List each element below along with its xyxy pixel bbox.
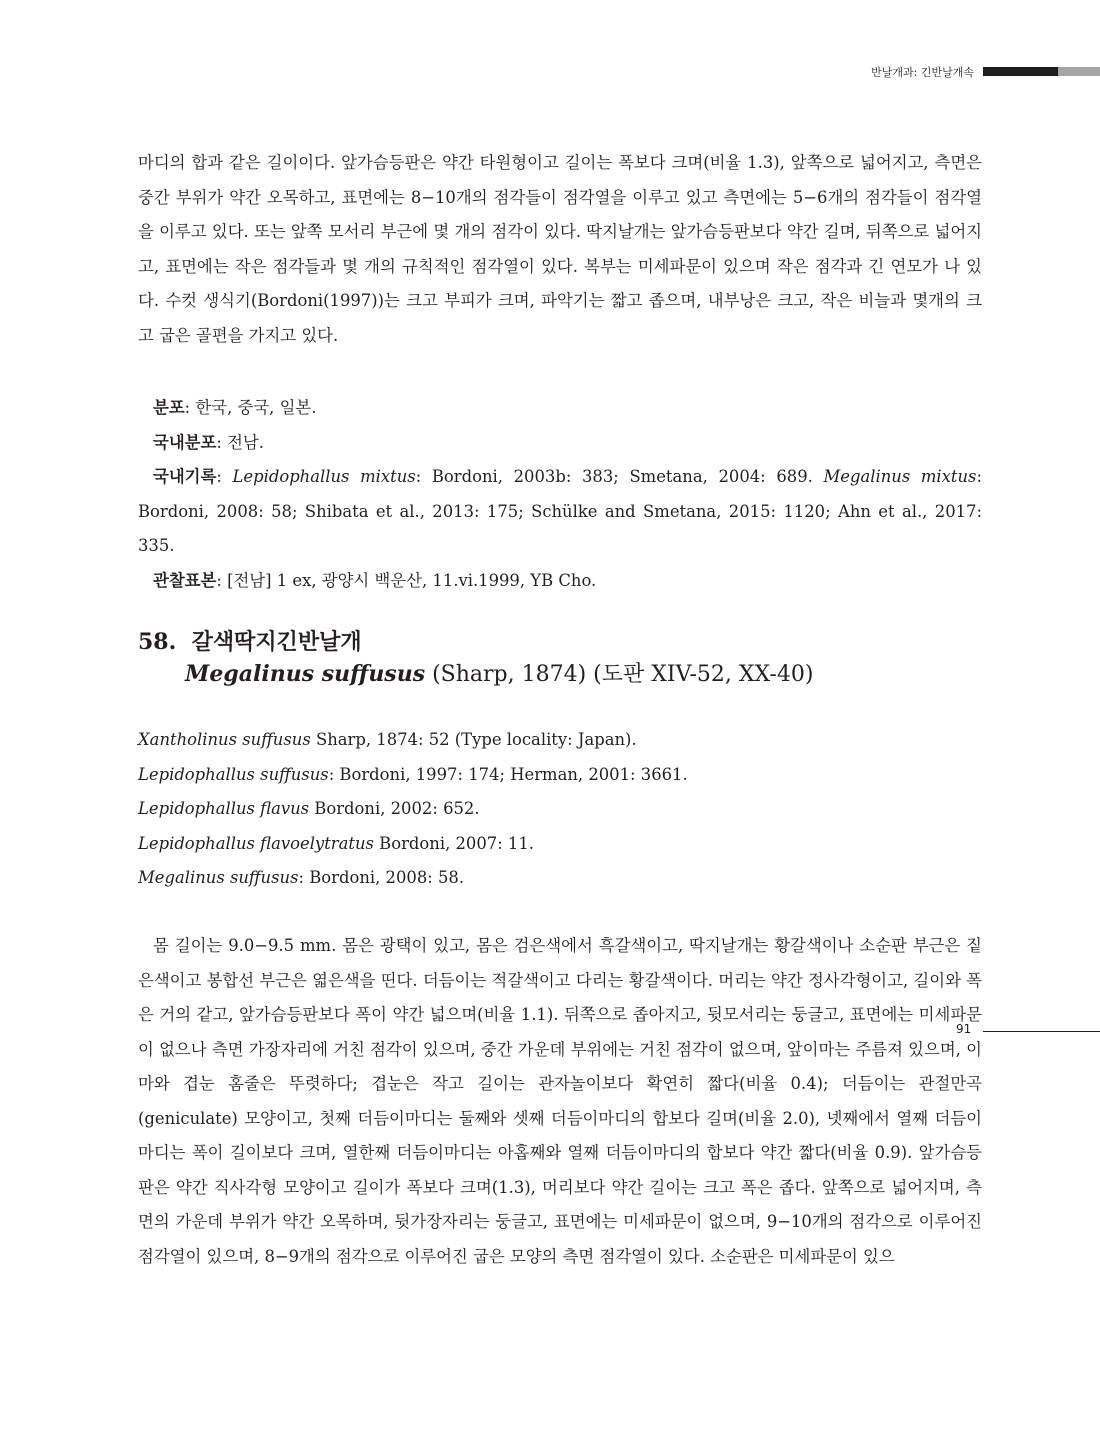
specimens-value: : [전남] 1 ex, 광양시 백운산, 11.vi.1999, YB Cho.	[216, 570, 597, 590]
distribution-line	[138, 391, 982, 426]
species-author-plate: (Sharp, 1874) (도판 XIV-52, XX-40)	[425, 662, 814, 687]
domestic-records-citation-1: : Bordoni, 2003b: 383; Smetana, 2004: 689.	[415, 467, 824, 486]
page-footer	[0, 1022, 1100, 1042]
distribution-records-block	[138, 391, 982, 598]
domestic-distribution-label: 국내분포	[153, 432, 217, 452]
synonym-name: Lepidophallus flavus	[138, 799, 310, 818]
synonym-item	[138, 827, 982, 862]
synonym-name: Lepidophallus suffusus	[138, 764, 329, 784]
synonym-item	[138, 758, 982, 793]
page-number: 91	[956, 1022, 972, 1036]
species-scientific-name: Megalinus suffusus	[185, 661, 426, 687]
domestic-records-taxon-1: Lepidophallus mixtus	[232, 467, 416, 486]
domestic-records-taxon-2: Megalinus mixtus	[823, 467, 977, 486]
distribution-value: : 한국, 중국, 일본.	[184, 398, 317, 417]
domestic-records-separator: :	[216, 467, 233, 486]
species-heading-scientific	[138, 658, 982, 690]
species-heading	[138, 626, 982, 690]
synonym-citation: Bordoni, 2002: 652.	[309, 799, 480, 818]
header-bar-light	[1058, 67, 1100, 76]
synonym-name: Megalinus suffusus	[138, 868, 299, 887]
domestic-distribution-value: : 전남.	[216, 432, 264, 452]
synonym-name: Lepidophallus flavoelytratus	[138, 833, 374, 853]
description-block	[138, 929, 982, 1274]
description-paragraph: 몸 길이는 9.0−9.5 mm. 몸은 광택이 있고, 몸은 검은색에서 흑갈색이고, 딱지날개는 황갈색이나 소순판 부근은 짙은색이고 봉합선 부근은 엷은색을 띤다. 더듬이는 적갈색이고 다리는 황갈색이다. 머리는 약간 정사각형이고, 길이와 폭은 거의 같고, 앞가슴등판보다 폭이 약간 넓으며(비율 1.1). 뒤쪽으로 좁아지고, 뒷모서리는 둥글고, 표면에는 미세파문이 없으나 측면 가장자리에 거친 점각이 있으며, 중간 가운데 부위에는 거친 점각이 없으며, 앞이마는 주름져 있으며, 이마와 겹눈 홈줄은 뚜렷하다; 겹눈은 작고 길이는 관자놀이보다 확연히 짧다(비율 0.4); 더듬이는 관절만곡(geniculate) 모양이고, 첫째 더듬이마디는 둘째와 셋째 더듬이마디의 합보다 길며(비율 2.0), 넷째에서 열째 더듬이마디는 폭이 길이보다 크며, 열한째 더듬이마디는 아홉째와 열째 더듬이마디의 합보다 약간 짧다(비율 0.9). 앞가슴등판은 약간 직사각형 모양이고 길이가 폭보다 크며(1.3), 머리보다 약간 길이는 크고 폭은 좁다. 앞쪽으로 넓어지며, 측면의 가운데 부위가 약간 오목하며, 뒷가장자리는 둥글고, 표면에는 미세파문이 없으며, 9−10개의 점각으로 이루어진 점각열이 있으며, 8−9개의 점각으로 이루어진 굽은 모양의 측면 점각열이 있다. 소순판은 미세파문이 있으	[138, 936, 982, 1266]
description-continued-paragraph: 마디의 합과 같은 길이이다. 앞가슴등판은 약간 타원형이고 길이는 폭보다 크며(비율 1.3), 앞쪽으로 넓어지고, 측면은 중간 부위가 약간 오목하고, 표면에는 8−10개의 점각들이 점각열을 이루고 있고 측면에는 5−6개의 점각들이 점각열을 이루고 있다. 또는 앞쪽 모서리 부근에 몇 개의 점각이 있다. 딱지날개는 앞가슴등판보다 약간 길며, 뒤쪽으로 넓어지고, 표면에는 작은 점각들과 몇 개의 규칙적인 점각열이 있다. 복부는 미세파문이 있으며 작은 점각과 긴 연모가 나 있다. 수컷 생식기(Bordoni(1997))는 크고 부피가 크며, 파악기는 짧고 좁으며, 내부낭은 크고, 작은 비늘과 몇개의 크고 굽은 골편을 가지고 있다.	[138, 153, 982, 345]
synonym-citation: Sharp, 1874: 52 (Type locality: Japan).	[310, 730, 637, 749]
footer-rule	[983, 1031, 1100, 1032]
running-header-title: 반날개과: 긴반날개속	[871, 66, 974, 79]
description-continued-block	[138, 146, 982, 353]
synonym-item	[138, 861, 982, 896]
domestic-distribution-line	[138, 426, 982, 461]
specimens-label: 관찰표본	[153, 570, 217, 590]
synonymy-list	[138, 723, 982, 896]
synonym-item	[138, 723, 982, 758]
synonym-citation: : Bordoni, 2008: 58.	[298, 868, 465, 887]
species-number: 58.	[138, 629, 177, 655]
synonym-name: Xantholinus suffusus	[138, 730, 311, 749]
domestic-records-line	[138, 460, 982, 564]
running-header	[0, 64, 1100, 80]
domestic-records-citation-2: : Bordoni, 2008: 58; Shibata et al., 2013: 175; Schülke and Smetana, 2015: 1120; Ahn et al., 2017: 335.	[138, 467, 982, 555]
specimens-line	[138, 564, 982, 599]
domestic-records-label: 국내기록	[153, 467, 217, 486]
header-bar-dark	[983, 67, 1058, 76]
synonym-citation: : Bordoni, 1997: 174; Herman, 2001: 3661.	[328, 764, 688, 784]
species-heading-korean	[138, 626, 982, 658]
distribution-label: 분포	[153, 398, 185, 417]
synonym-citation: Bordoni, 2007: 11.	[373, 833, 535, 853]
species-korean-name: 갈색딱지긴반날개	[191, 629, 362, 655]
synonym-item	[138, 792, 982, 827]
